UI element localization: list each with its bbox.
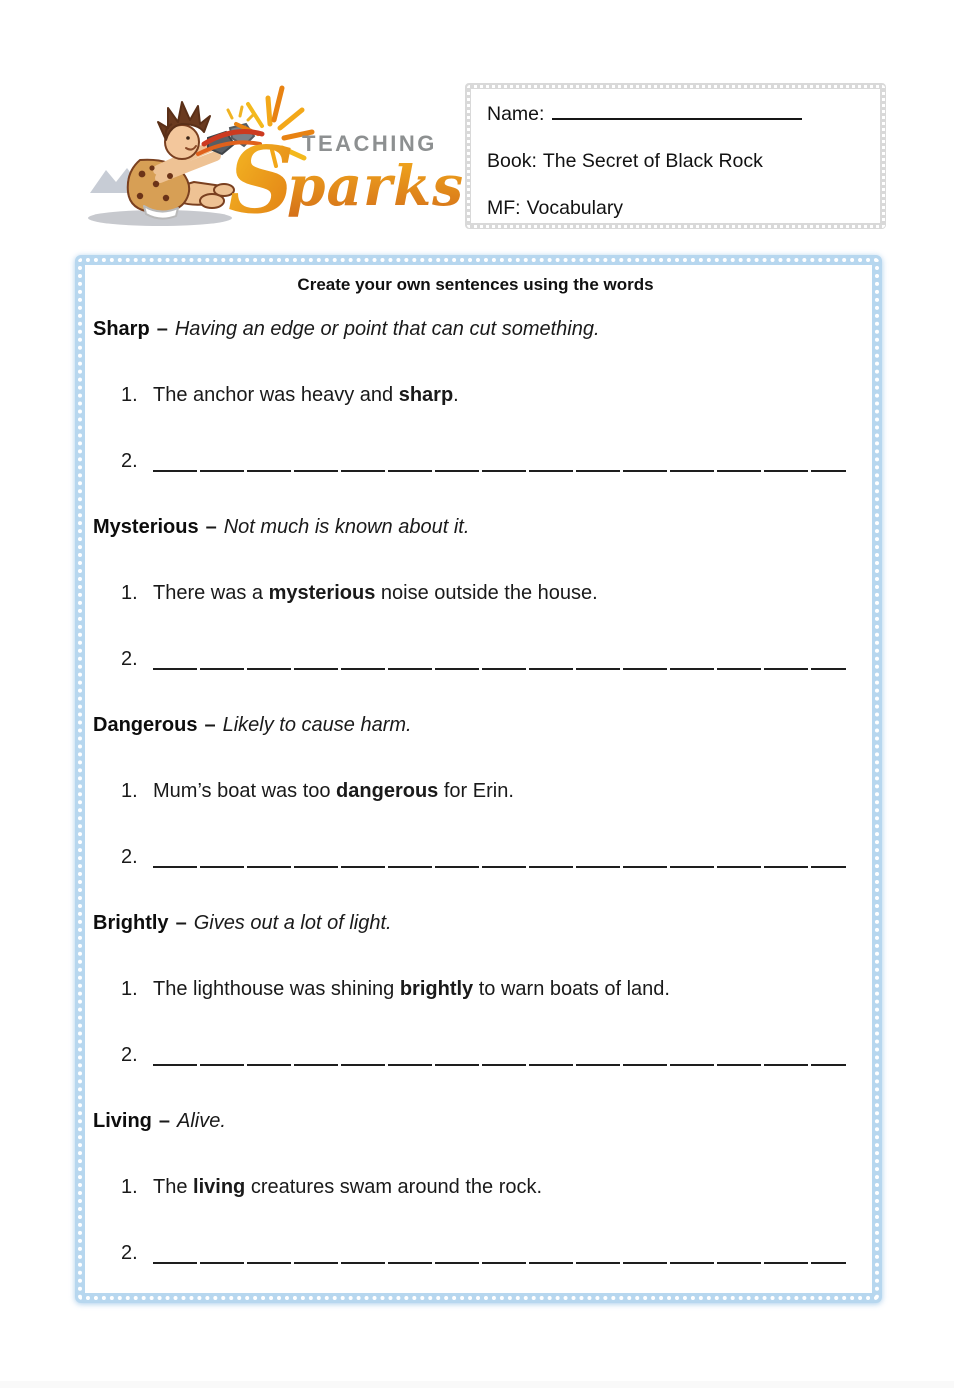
blank-answer-row [93,449,858,473]
sentence-text: The [153,1176,194,1198]
dash-separator: – [158,1110,171,1132]
blank-answer-row [93,647,858,671]
page-bottom-edge [0,1381,954,1388]
svg-text:S: S [228,126,295,234]
name-fill-in-line[interactable] [552,103,802,120]
item-number: 2. [121,450,138,472]
item-number: 1. [121,384,138,406]
svg-text:parks: parks [287,153,465,218]
sentence-text: Mum’s boat was too [153,780,337,802]
example-sentence [93,779,858,803]
sentence-text: The anchor was heavy and [153,384,399,406]
sentence-text: . [453,384,459,406]
student-info-box [465,83,886,229]
worksheet-box [75,255,882,1303]
svg-text:TEACHING: TEACHING [302,131,437,156]
vocab-word: Dangerous [93,714,198,736]
example-sentence [93,383,858,407]
vocab-section-mysterious [93,515,858,671]
worksheet-title: Create your own sentences using the words [297,275,654,294]
sentence-text: to warn boats of land. [473,978,670,1000]
dash-separator: – [156,318,168,340]
example-sentence [93,977,858,1001]
blank-answer-row [93,845,858,869]
dash-separator: – [204,714,216,736]
example-sentence [93,1175,858,1199]
sentence-text: The lighthouse was shining [153,978,400,1000]
example-sentence [93,581,858,605]
vocab-section-dangerous [93,713,858,869]
book-row [487,149,874,173]
item-number: 2. [121,846,138,868]
dash-separator: – [205,516,217,538]
sentence-text: There was a [153,582,269,604]
blank-answer-row [93,1043,858,1067]
item-number: 2. [121,648,138,670]
sentence-text: for Erin. [438,780,514,802]
item-number: 2. [121,1044,138,1066]
book-label: Book: [487,150,537,172]
highlighted-word: sharp [398,384,454,406]
answer-line[interactable] [153,1242,846,1264]
teaching-sparks-logo [82,80,467,235]
mf-value: Vocabulary [526,197,624,219]
answer-line[interactable] [153,450,846,472]
answer-line[interactable] [153,846,846,868]
dash-separator: – [175,912,187,934]
vocab-definition: Not much is known about it. [223,516,470,538]
highlighted-word: living [193,1176,246,1198]
item-number: 1. [121,780,138,802]
highlighted-word: brightly [399,978,474,1000]
vocab-definition: Having an edge or point that can cut something. [174,318,600,340]
item-number: 1. [121,582,138,604]
sentence-text: creatures swam around the rock. [245,1176,543,1198]
vocab-definition: Likely to cause harm. [222,714,412,736]
vocab-word: Brightly [93,912,169,934]
vocab-section-brightly [93,911,858,1067]
answer-line[interactable] [153,648,846,670]
item-number: 2. [121,1242,138,1264]
mf-row [487,196,874,220]
vocab-word: Mysterious [93,516,199,538]
name-row [487,102,874,126]
highlighted-word: dangerous [336,780,439,802]
vocab-word: Living [93,1110,152,1132]
vocab-definition: Gives out a lot of light. [193,912,392,934]
highlighted-word: mysterious [268,582,376,604]
blank-answer-row [93,1241,858,1265]
vocab-section-living [93,1109,858,1265]
answer-line[interactable] [153,1044,846,1066]
item-number: 1. [121,978,138,1000]
sentence-text: noise outside the house. [375,582,598,604]
mf-label: MF: [487,197,521,219]
vocab-definition: Alive. [177,1110,226,1132]
caveman-sparks-logo-icon [82,80,467,235]
vocab-word: Sharp [93,318,150,340]
vocab-section-sharp [93,317,858,473]
book-value: The Secret of Black Rock [542,150,763,172]
item-number: 1. [121,1176,138,1198]
name-label: Name: [487,103,545,125]
